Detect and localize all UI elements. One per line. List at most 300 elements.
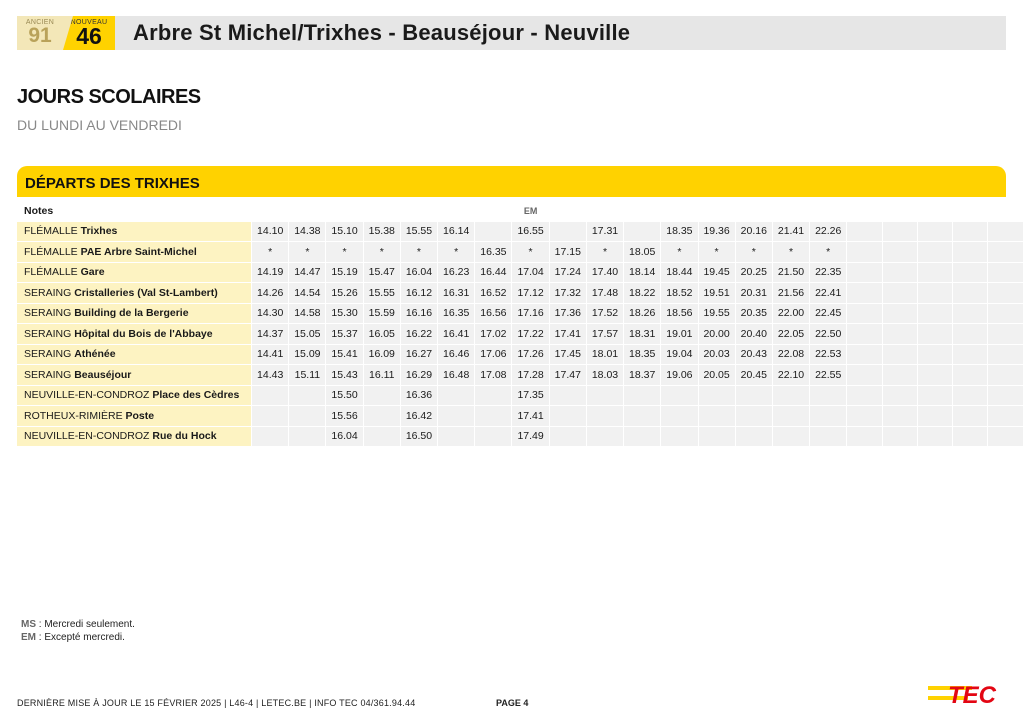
time-cell: 16.55	[512, 222, 549, 243]
time-cell: 18.14	[624, 263, 661, 284]
new-line-label: NOUVEAU	[70, 19, 108, 26]
time-cell: 15.50	[326, 386, 363, 407]
time-cell	[953, 242, 988, 263]
time-cell	[475, 406, 512, 427]
time-cell	[624, 386, 661, 407]
note-cell	[438, 201, 475, 222]
time-cell	[918, 406, 953, 427]
time-cell	[883, 242, 918, 263]
stop-label: Poste	[125, 409, 155, 422]
time-cell: 14.47	[289, 263, 326, 284]
stop-town: FLÉMALLE	[24, 245, 78, 258]
stop-name	[17, 304, 252, 325]
time-cell	[847, 304, 882, 325]
time-cell	[953, 427, 988, 448]
time-cell: 17.15	[550, 242, 587, 263]
time-cell: 15.10	[326, 222, 363, 243]
time-cell: 22.53	[810, 345, 847, 366]
time-cell: 18.56	[661, 304, 698, 325]
time-cell	[988, 427, 1024, 448]
time-cell: 14.30	[252, 304, 289, 325]
time-cell: 16.56	[475, 304, 512, 325]
time-cell	[773, 406, 810, 427]
note-cell	[326, 201, 363, 222]
time-cell	[918, 283, 953, 304]
stop-name	[17, 406, 252, 427]
time-cell	[953, 406, 988, 427]
time-cell	[918, 222, 953, 243]
time-cell	[883, 324, 918, 345]
time-cell	[810, 386, 847, 407]
stop-town: NEUVILLE-EN-CONDROZ	[24, 430, 150, 443]
time-cell	[475, 427, 512, 448]
stop-label: Cristalleries (Val St-Lambert)	[74, 286, 218, 299]
time-cell: 16.52	[475, 283, 512, 304]
time-cell	[918, 386, 953, 407]
old-line-label: ANCIEN	[25, 19, 55, 26]
stop-name	[17, 242, 252, 263]
time-cell: 17.32	[550, 283, 587, 304]
time-cell: 20.40	[736, 324, 773, 345]
time-cell	[736, 386, 773, 407]
time-cell	[988, 324, 1024, 345]
time-cell	[847, 386, 882, 407]
time-cell: 17.41	[512, 406, 549, 427]
notes-label: Notes	[17, 201, 252, 222]
time-cell: 16.41	[438, 324, 475, 345]
time-cell: 22.55	[810, 365, 847, 386]
time-cell	[587, 386, 624, 407]
time-cell: 15.19	[326, 263, 363, 284]
time-cell: 17.28	[512, 365, 549, 386]
note-cell	[661, 201, 698, 222]
time-cell	[661, 406, 698, 427]
time-cell	[364, 406, 401, 427]
time-cell: 16.36	[401, 386, 438, 407]
stop-row	[17, 304, 1024, 325]
time-cell: *	[289, 242, 326, 263]
time-cell: 20.31	[736, 283, 773, 304]
stop-label: Trixhes	[80, 225, 118, 238]
time-cell	[918, 345, 953, 366]
time-cell: *	[512, 242, 549, 263]
time-cell: 17.12	[512, 283, 549, 304]
time-cell	[883, 283, 918, 304]
time-cell: 19.06	[661, 365, 698, 386]
footer-info: DERNIÈRE MISE À JOUR LE 15 FÉVRIER 2025 | L46-4 | LETEC.BE | INFO TEC 04/361.94.44	[17, 698, 416, 708]
time-cell	[988, 406, 1024, 427]
time-cell: 22.45	[810, 304, 847, 325]
time-cell: 17.31	[587, 222, 624, 243]
time-cell: 20.00	[699, 324, 736, 345]
footnote-em	[21, 632, 125, 643]
time-cell	[988, 283, 1024, 304]
stop-town: FLÉMALLE	[24, 225, 78, 238]
time-cell: 14.43	[252, 365, 289, 386]
time-cell	[883, 263, 918, 284]
time-cell: 19.51	[699, 283, 736, 304]
time-cell: 17.57	[587, 324, 624, 345]
time-cell	[550, 406, 587, 427]
time-cell: 15.09	[289, 345, 326, 366]
time-cell: 14.26	[252, 283, 289, 304]
footnote-text: : Mercredi seulement.	[36, 619, 135, 630]
line-title: Arbre St Michel/Trixhes - Beauséjour - Neuville	[133, 20, 631, 45]
note-cell: EM	[512, 201, 549, 222]
time-cell: 21.41	[773, 222, 810, 243]
time-cell: 22.08	[773, 345, 810, 366]
time-cell: 18.26	[624, 304, 661, 325]
time-cell: *	[773, 242, 810, 263]
time-cell	[883, 427, 918, 448]
time-cell: *	[661, 242, 698, 263]
note-cell	[699, 201, 736, 222]
time-cell	[988, 345, 1024, 366]
time-cell: 15.43	[326, 365, 363, 386]
note-cell	[953, 201, 988, 222]
time-cell	[252, 427, 289, 448]
time-cell	[953, 222, 988, 243]
time-cell	[624, 222, 661, 243]
stop-town: ROTHEUX-RIMIÈRE	[24, 409, 123, 422]
time-cell: 16.09	[364, 345, 401, 366]
stop-name	[17, 386, 252, 407]
time-cell: *	[401, 242, 438, 263]
stop-label: Gare	[80, 266, 105, 279]
note-cell	[736, 201, 773, 222]
note-cell	[918, 201, 953, 222]
time-cell: 15.26	[326, 283, 363, 304]
departures-title: DÉPARTS DES TRIXHES	[25, 175, 200, 192]
time-cell	[883, 222, 918, 243]
stop-town: SERAING	[24, 368, 72, 381]
notes-row	[17, 201, 1024, 222]
time-cell: 15.05	[289, 324, 326, 345]
time-cell: 14.19	[252, 263, 289, 284]
old-line-number: 91	[28, 24, 52, 47]
time-cell: 16.46	[438, 345, 475, 366]
time-cell	[847, 263, 882, 284]
stop-row	[17, 365, 1024, 386]
stop-town: FLÉMALLE	[24, 266, 78, 279]
time-cell	[736, 427, 773, 448]
old-line-badge	[17, 16, 63, 50]
time-cell	[699, 386, 736, 407]
time-cell: 19.36	[699, 222, 736, 243]
time-cell: 17.06	[475, 345, 512, 366]
time-cell	[953, 345, 988, 366]
time-cell: 16.35	[475, 242, 512, 263]
time-cell: *	[810, 242, 847, 263]
time-cell	[252, 406, 289, 427]
stop-town: SERAING	[24, 327, 72, 340]
time-cell	[289, 406, 326, 427]
stop-label: Beauséjour	[74, 368, 132, 381]
footnote-code: MS	[21, 619, 36, 630]
time-cell: 17.04	[512, 263, 549, 284]
stop-name	[17, 324, 252, 345]
time-cell: 22.35	[810, 263, 847, 284]
time-cell	[918, 324, 953, 345]
time-cell: 16.29	[401, 365, 438, 386]
time-cell: 21.50	[773, 263, 810, 284]
time-cell	[661, 427, 698, 448]
time-cell: 20.35	[736, 304, 773, 325]
time-cell	[550, 386, 587, 407]
time-cell	[289, 386, 326, 407]
time-cell: *	[438, 242, 475, 263]
time-cell: 16.05	[364, 324, 401, 345]
time-cell: 17.52	[587, 304, 624, 325]
time-cell: 17.45	[550, 345, 587, 366]
time-cell	[438, 427, 475, 448]
time-cell: 16.42	[401, 406, 438, 427]
time-cell	[953, 283, 988, 304]
time-cell	[883, 304, 918, 325]
time-cell: 18.31	[624, 324, 661, 345]
time-cell	[883, 345, 918, 366]
time-cell: 17.47	[550, 365, 587, 386]
time-cell	[810, 427, 847, 448]
time-cell	[988, 365, 1024, 386]
time-cell: 17.40	[587, 263, 624, 284]
time-cell: *	[326, 242, 363, 263]
time-cell: 16.27	[401, 345, 438, 366]
stop-label: Hôpital du Bois de l'Abbaye	[74, 327, 213, 340]
time-cell: 18.35	[661, 222, 698, 243]
time-cell	[550, 222, 587, 243]
time-cell: 16.22	[401, 324, 438, 345]
stop-label: Rue du Hock	[152, 430, 217, 443]
stop-name	[17, 345, 252, 366]
page-number: PAGE 4	[496, 698, 529, 708]
time-cell	[847, 345, 882, 366]
time-cell	[988, 222, 1024, 243]
badge-notch	[63, 16, 73, 50]
stop-town: SERAING	[24, 307, 72, 320]
stop-town: NEUVILLE-EN-CONDROZ	[24, 389, 150, 402]
time-cell	[699, 427, 736, 448]
stop-name	[17, 263, 252, 284]
time-cell: 17.36	[550, 304, 587, 325]
time-cell: 22.05	[773, 324, 810, 345]
time-cell: 15.47	[364, 263, 401, 284]
note-cell	[624, 201, 661, 222]
note-cell	[364, 201, 401, 222]
stop-row	[17, 222, 1024, 243]
tec-logo[interactable]	[926, 676, 1008, 712]
time-cell: 20.03	[699, 345, 736, 366]
note-cell	[550, 201, 587, 222]
time-cell: 18.01	[587, 345, 624, 366]
time-cell: 15.41	[326, 345, 363, 366]
stop-name	[17, 283, 252, 304]
time-cell: 20.43	[736, 345, 773, 366]
time-cell: 19.01	[661, 324, 698, 345]
stop-row	[17, 242, 1024, 263]
stop-row	[17, 324, 1024, 345]
time-cell: 18.35	[624, 345, 661, 366]
stop-label: Athénée	[74, 348, 116, 361]
time-cell: 17.48	[587, 283, 624, 304]
time-cell: 16.50	[401, 427, 438, 448]
time-cell	[773, 427, 810, 448]
time-cell: 19.55	[699, 304, 736, 325]
footnote-code: EM	[21, 632, 36, 643]
time-cell: *	[587, 242, 624, 263]
time-cell	[953, 365, 988, 386]
time-cell	[988, 304, 1024, 325]
time-cell	[847, 222, 882, 243]
stop-label: Building de la Bergerie	[74, 307, 189, 320]
time-cell: 16.16	[401, 304, 438, 325]
time-cell	[988, 242, 1024, 263]
section-subtitle: DU LUNDI AU VENDREDI	[17, 117, 182, 133]
stop-row	[17, 345, 1024, 366]
time-cell	[364, 386, 401, 407]
time-cell	[773, 386, 810, 407]
time-cell: 14.37	[252, 324, 289, 345]
time-cell: 17.02	[475, 324, 512, 345]
note-cell	[773, 201, 810, 222]
time-cell	[550, 427, 587, 448]
time-cell: 14.54	[289, 283, 326, 304]
note-cell	[847, 201, 882, 222]
time-cell	[847, 427, 882, 448]
new-line-number: 46	[76, 23, 102, 49]
stop-row	[17, 406, 1024, 427]
footnote-text: : Excepté mercredi.	[36, 632, 125, 643]
time-cell: 16.11	[364, 365, 401, 386]
time-cell: 18.37	[624, 365, 661, 386]
stop-town: SERAING	[24, 348, 72, 361]
time-cell	[661, 386, 698, 407]
time-cell: 15.55	[401, 222, 438, 243]
time-cell	[438, 386, 475, 407]
departures-bar	[17, 166, 1006, 197]
time-cell	[624, 427, 661, 448]
time-cell: 18.05	[624, 242, 661, 263]
time-cell	[699, 406, 736, 427]
time-cell: 22.50	[810, 324, 847, 345]
note-cell	[587, 201, 624, 222]
timetable	[17, 201, 1024, 447]
time-cell	[624, 406, 661, 427]
note-cell	[289, 201, 326, 222]
time-cell	[847, 324, 882, 345]
note-cell	[988, 201, 1024, 222]
time-cell: 22.41	[810, 283, 847, 304]
time-cell: 16.48	[438, 365, 475, 386]
time-cell	[953, 324, 988, 345]
time-cell: 17.22	[512, 324, 549, 345]
time-cell	[918, 427, 953, 448]
line-header	[17, 16, 1006, 50]
time-cell: 15.59	[364, 304, 401, 325]
stop-name	[17, 427, 252, 448]
time-cell	[810, 406, 847, 427]
time-cell	[587, 406, 624, 427]
time-cell	[918, 304, 953, 325]
time-cell: 18.22	[624, 283, 661, 304]
time-cell: 15.11	[289, 365, 326, 386]
stop-town: SERAING	[24, 286, 72, 299]
time-cell: 14.38	[289, 222, 326, 243]
note-cell	[252, 201, 289, 222]
time-cell: 18.44	[661, 263, 698, 284]
time-cell	[847, 406, 882, 427]
time-cell: 18.52	[661, 283, 698, 304]
stop-row	[17, 283, 1024, 304]
time-cell: 20.25	[736, 263, 773, 284]
note-cell	[401, 201, 438, 222]
stop-label: PAE Arbre Saint-Michel	[80, 245, 197, 258]
time-cell: 17.24	[550, 263, 587, 284]
time-cell	[918, 365, 953, 386]
stop-row	[17, 427, 1024, 448]
time-cell	[475, 386, 512, 407]
time-cell	[736, 406, 773, 427]
time-cell: 17.49	[512, 427, 549, 448]
time-cell	[252, 386, 289, 407]
stop-name	[17, 365, 252, 386]
time-cell: 16.23	[438, 263, 475, 284]
time-cell: 16.04	[326, 427, 363, 448]
note-cell	[883, 201, 918, 222]
time-cell: 16.04	[401, 263, 438, 284]
time-cell: 17.41	[550, 324, 587, 345]
time-cell: *	[364, 242, 401, 263]
time-cell: *	[736, 242, 773, 263]
note-cell	[810, 201, 847, 222]
time-cell: 19.45	[699, 263, 736, 284]
time-cell	[364, 427, 401, 448]
time-cell: 21.56	[773, 283, 810, 304]
time-cell: 16.31	[438, 283, 475, 304]
time-cell: 15.38	[364, 222, 401, 243]
time-cell: 22.10	[773, 365, 810, 386]
logo-text: TEC	[948, 682, 996, 709]
time-cell: 16.44	[475, 263, 512, 284]
time-cell	[883, 365, 918, 386]
time-cell: 16.35	[438, 304, 475, 325]
time-cell: 14.41	[252, 345, 289, 366]
footnote-ms	[21, 619, 135, 630]
time-cell	[438, 406, 475, 427]
note-cell	[475, 201, 512, 222]
time-cell	[475, 222, 512, 243]
section-title: JOURS SCOLAIRES	[17, 86, 201, 108]
stop-row	[17, 386, 1024, 407]
stop-name	[17, 222, 252, 243]
time-cell: 19.04	[661, 345, 698, 366]
time-cell: 17.08	[475, 365, 512, 386]
time-cell: 20.05	[699, 365, 736, 386]
time-cell: 15.37	[326, 324, 363, 345]
time-cell: 15.56	[326, 406, 363, 427]
time-cell: 17.35	[512, 386, 549, 407]
time-cell	[953, 304, 988, 325]
time-cell: *	[252, 242, 289, 263]
time-cell: 18.03	[587, 365, 624, 386]
time-cell	[847, 365, 882, 386]
time-cell: 20.45	[736, 365, 773, 386]
time-cell: 14.58	[289, 304, 326, 325]
time-cell	[918, 242, 953, 263]
time-cell: 15.30	[326, 304, 363, 325]
time-cell	[883, 386, 918, 407]
time-cell: 17.16	[512, 304, 549, 325]
